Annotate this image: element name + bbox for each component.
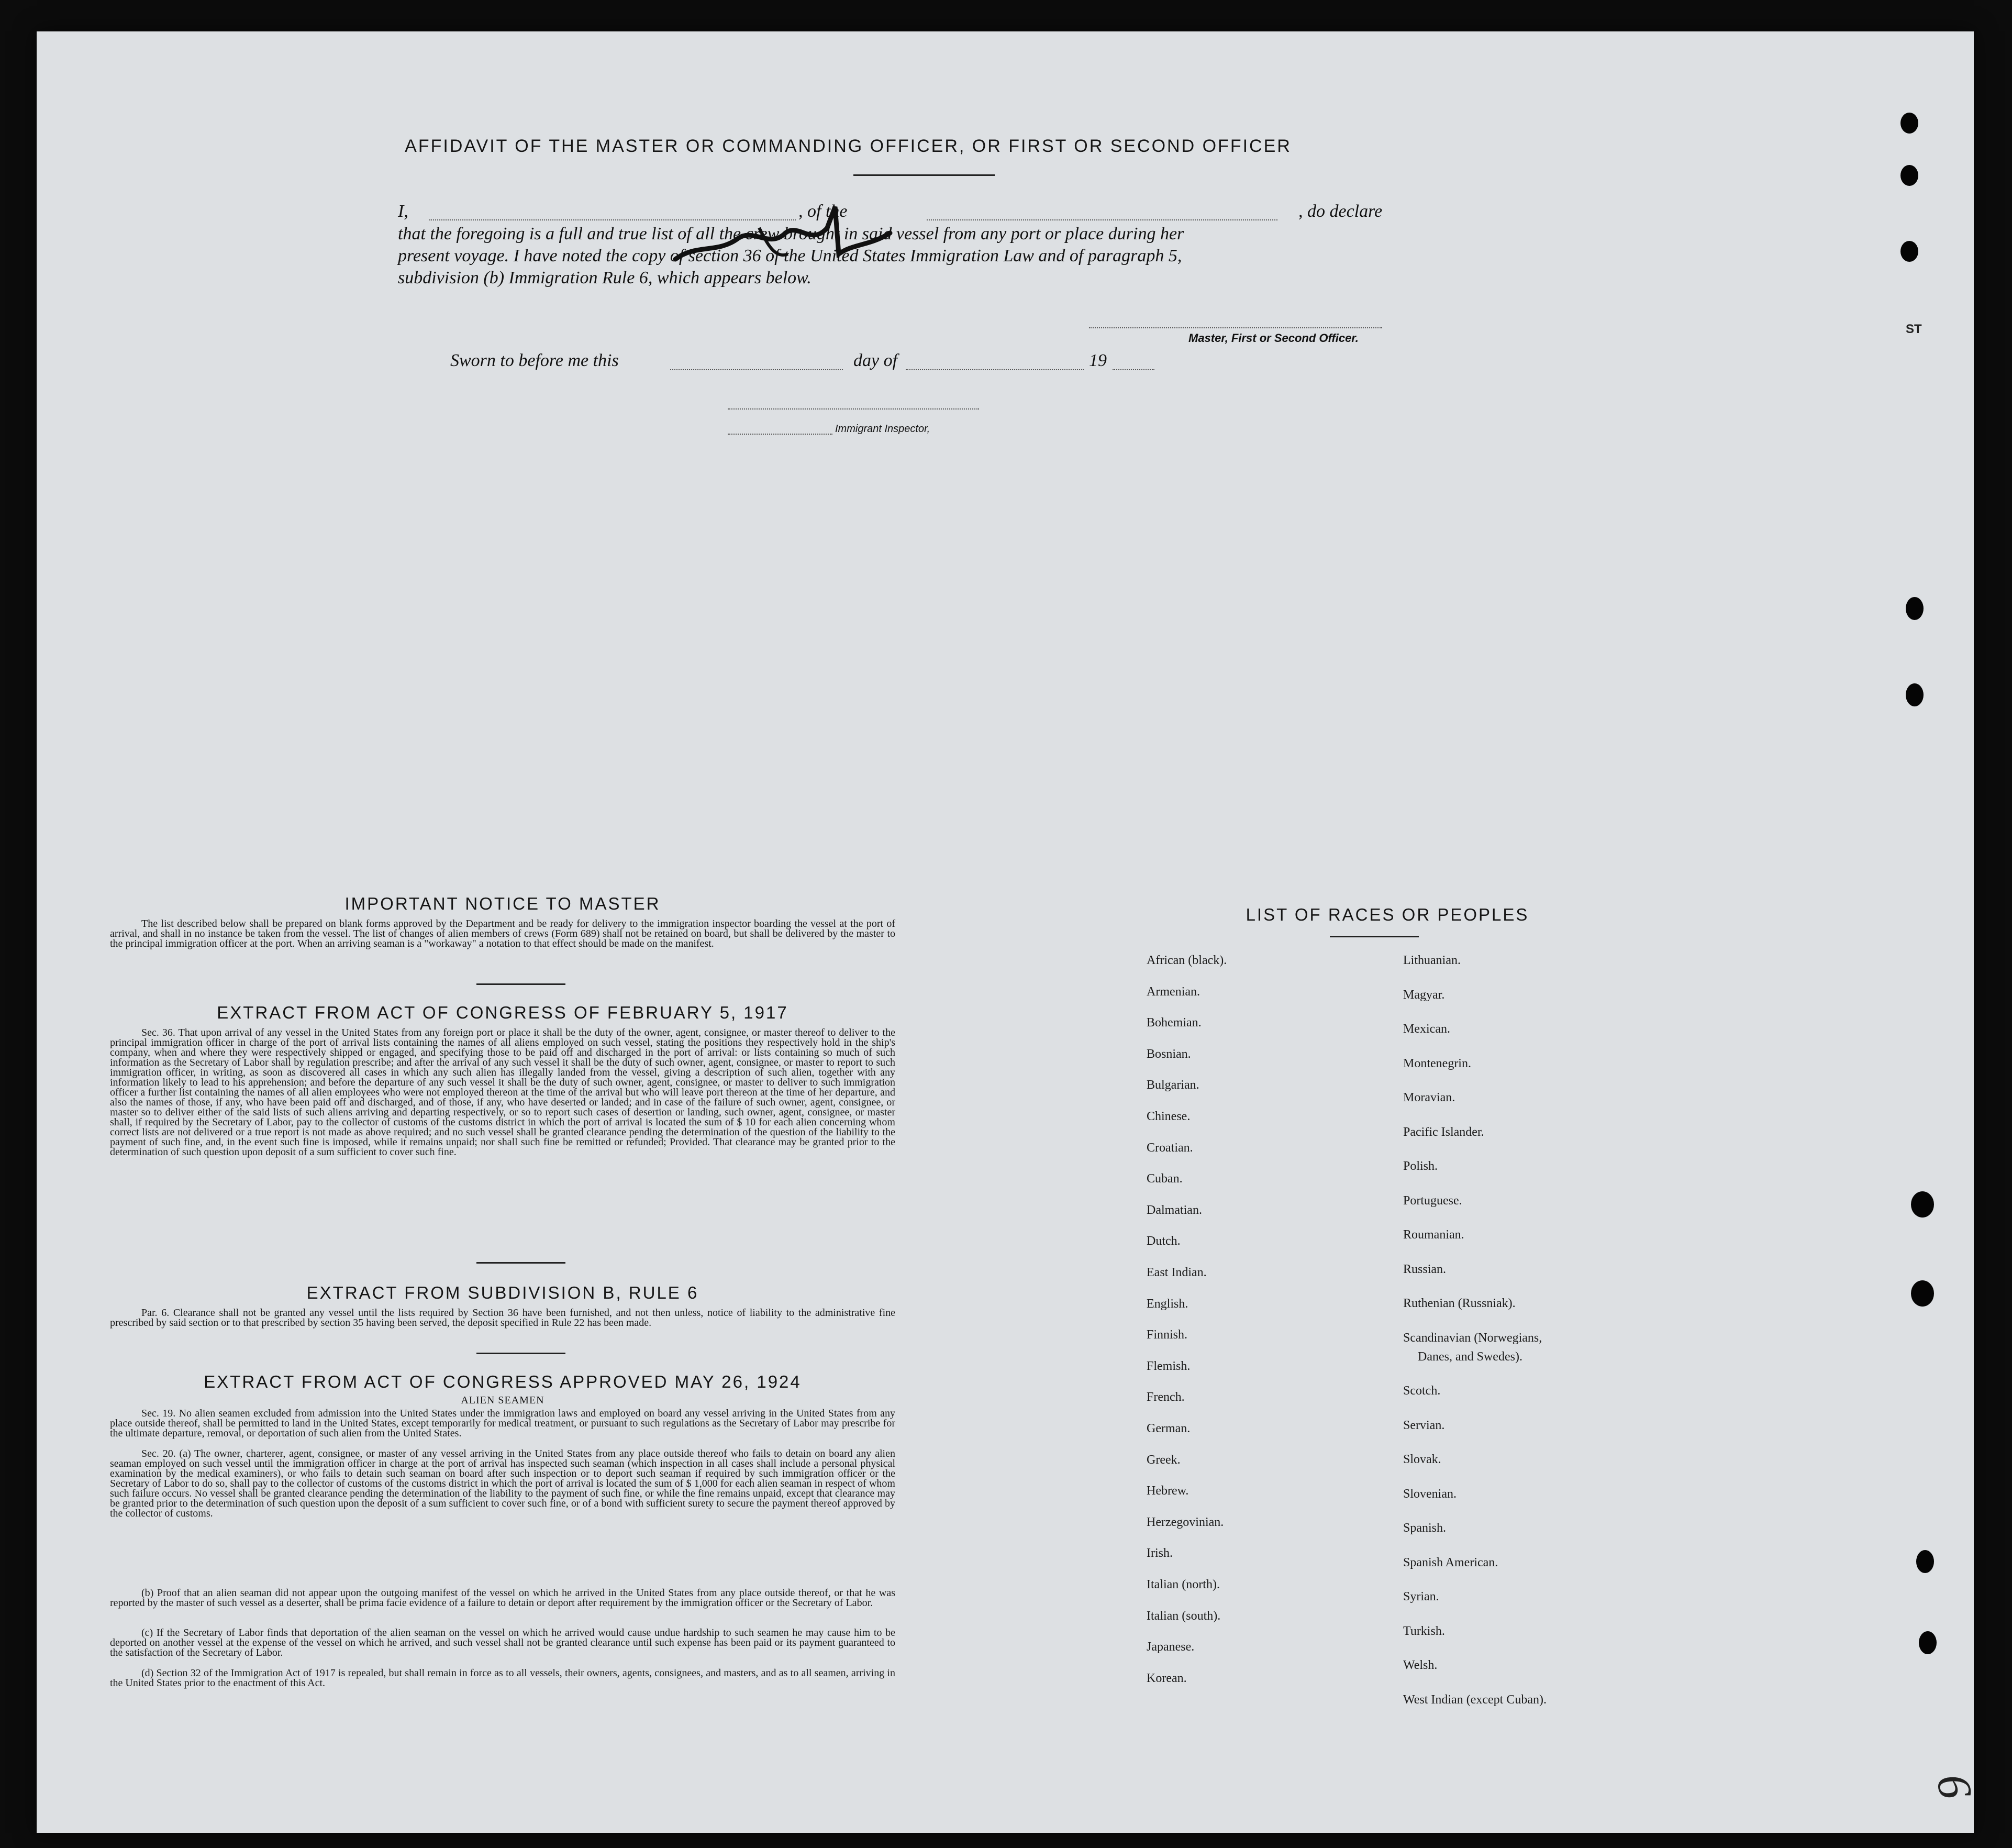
handwritten-signature <box>654 196 948 285</box>
extract-1917-rule <box>476 1262 565 1264</box>
rule6-title: EXTRACT FROM SUBDIVISION B, RULE 6 <box>306 1283 699 1302</box>
race-item: Portuguese. <box>1403 1193 1462 1208</box>
extract-1924-sec20d: (d) Section 32 of the Immigration Act of 1917 is repealed, but shall remain in force as to all vessels, their owners, agents, consignees, and masters, and as to all seamen, arriving in the United States prior to the enactment of this Act. <box>110 1667 895 1689</box>
race-item: Herzegovinian. <box>1147 1515 1224 1529</box>
master-signature-line <box>1089 327 1382 328</box>
binder-hole <box>1906 597 1924 620</box>
race-item: Italian (south). <box>1147 1609 1221 1623</box>
races-rule <box>1330 936 1419 937</box>
race-item: Magyar. <box>1403 988 1445 1002</box>
race-item: Syrian. <box>1403 1590 1439 1604</box>
race-item: Finnish. <box>1147 1328 1188 1342</box>
race-item: French. <box>1147 1390 1185 1404</box>
master-caption: Master, First or Second Officer. <box>1188 331 1359 345</box>
rule6-text: Par. 6. Clearance shall not be granted any vessel until the lists required by Section 36 have been furnished, and not then unless, notice of liability to the administrative fine prescribed by said section or to that prescribed by section 35 having been served, the deposit specified in Rule 22 has been made. <box>110 1307 895 1329</box>
affidavit-line-2: that the foregoing is a full and true list of all the crew brought in said vessel from any port or place during her <box>398 224 1184 244</box>
race-item: African (black). <box>1147 954 1227 967</box>
notice-title: IMPORTANT NOTICE TO MASTER <box>344 894 661 913</box>
race-item: Moravian. <box>1403 1091 1455 1104</box>
race-item: Bosnian. <box>1147 1047 1191 1061</box>
race-item: Roumanian. <box>1403 1228 1464 1242</box>
sworn-day-blank <box>670 369 843 370</box>
extract-1924-sec20c: (c) If the Secretary of Labor finds that deportation of the alien seaman on the vessel on which he arrived would cause undue hardship to such seamen he may cause him to be deported on another vessel at the expense of the vessel on which he arrived, and such vessel shall not be granted clearance until such expense has been paid or its payment guaranteed to the satisfaction of the Secretary of Labor. <box>110 1627 895 1658</box>
race-item: Irish. <box>1147 1546 1173 1561</box>
sworn-month-blank <box>906 369 1084 370</box>
affidavit-of-the-label: , of the <box>798 202 848 221</box>
affidavit-declare-label: , do declare <box>1298 202 1383 221</box>
race-item: Dalmatian. <box>1147 1203 1202 1217</box>
binder-hole <box>1911 1191 1934 1218</box>
race-item: Japanese. <box>1147 1640 1195 1654</box>
binder-hole <box>1906 683 1924 706</box>
race-item: Slovenian. <box>1403 1487 1457 1501</box>
race-item: Flemish. <box>1147 1359 1191 1373</box>
race-item: Croatian. <box>1147 1141 1193 1155</box>
inspector-caption: Immigrant Inspector, <box>835 423 930 435</box>
race-item: Armenian. <box>1147 984 1200 999</box>
inspector-signature-line <box>728 408 979 410</box>
binder-hole <box>1916 1550 1934 1573</box>
race-item: Chinese. <box>1147 1110 1191 1123</box>
sworn-line <box>450 351 1183 372</box>
race-item: Korean. <box>1147 1671 1187 1685</box>
race-item: Turkish. <box>1403 1624 1445 1638</box>
notice-rule <box>476 983 565 985</box>
sworn-year-blank <box>1113 369 1154 370</box>
race-item: Spanish. <box>1403 1521 1447 1535</box>
extract-1924-subtitle: ALIEN SEAMEN <box>461 1395 544 1406</box>
race-item: Slovak. <box>1403 1453 1441 1467</box>
race-item: Bohemian. <box>1147 1016 1202 1030</box>
extract-1924-title: EXTRACT FROM ACT OF CONGRESS APPROVED MAY 26, 1924 <box>204 1372 802 1391</box>
race-item: English. <box>1147 1297 1188 1311</box>
rule6-rule <box>476 1353 565 1354</box>
extract-1917-title: EXTRACT FROM ACT OF CONGRESS OF FEBRUARY 5, 1917 <box>217 1003 788 1022</box>
affidavit-vessel-blank <box>927 219 1277 220</box>
binder-hole <box>1900 165 1918 186</box>
extract-1924-sec20b: (b) Proof that an alien seaman did not appear upon the outgoing manifest of the vessel on which he arrived in the United States from any place outside thereof, or that he was reported by the master of such vessel as a deserter, shall be prima facie evidence of a failure to detain or deport after requirement by the immigration officer or the Secretary of Labor. <box>110 1587 895 1609</box>
affidavit-title: AFFIDAVIT OF THE MASTER OR COMMANDING OFFICER, OR FIRST OR SECOND OFFICER <box>405 136 1292 156</box>
inspector-caption-line <box>728 434 832 435</box>
race-item: Cuban. <box>1147 1172 1183 1186</box>
race-item: Bulgarian. <box>1147 1078 1199 1092</box>
binder-hole <box>1900 113 1918 134</box>
race-item: Ruthenian (Russniak). <box>1403 1297 1516 1310</box>
race-item: Danes, and Swedes). <box>1418 1349 1522 1364</box>
race-item: German. <box>1147 1422 1191 1435</box>
binder-hole <box>1919 1631 1937 1654</box>
race-item: Greek. <box>1147 1453 1181 1467</box>
race-item: Scandinavian (Norwegians, <box>1403 1331 1542 1345</box>
race-item: Scotch. <box>1403 1384 1441 1398</box>
binder-hole <box>1911 1280 1934 1307</box>
affidavit-line-3: present voyage. I have noted the copy of section 36 of the United States Immigration Law and of paragraph 5, <box>398 246 1182 265</box>
race-item: Polish. <box>1403 1159 1438 1173</box>
race-item: Hebrew. <box>1147 1484 1189 1498</box>
binder-hole <box>1900 241 1918 262</box>
races-right-column <box>1403 954 1675 1740</box>
race-item: Russian. <box>1403 1262 1447 1276</box>
year-label: 19 <box>1089 351 1107 370</box>
race-item: East Indian. <box>1147 1266 1207 1279</box>
margin-edge-mark: ST <box>1906 322 1922 336</box>
races-left-column <box>1147 954 1387 1740</box>
race-item: Montenegrin. <box>1403 1056 1471 1070</box>
extract-1924-sec19: Sec. 19. No alien seamen excluded from admission into the United States under the immigration laws and employed on board any vessel arriving in the United States from any place outside thereof, shall be permitted to land in the United States, except temporarily for medical treatment, or pursuant to such regulations as the Secretary of Labor may prescribe for the ultimate departure, removal, or deportation of such alien from the United States. <box>110 1408 895 1439</box>
document-sheet <box>37 31 1982 1833</box>
race-item: Mexican. <box>1403 1022 1450 1036</box>
affidavit-title-rule <box>853 174 995 176</box>
page-number: 6 <box>1926 1770 1982 1803</box>
race-item: West Indian (except Cuban). <box>1403 1692 1547 1707</box>
day-of-label: day of <box>853 351 898 370</box>
races-title: LIST OF RACES OR PEOPLES <box>1246 905 1529 924</box>
affidavit-i-label: I, <box>398 202 408 221</box>
extract-1917-text: Sec. 36. That upon arrival of any vessel in the United States from any foreign port or place it shall be the duty of the owner, agent, consignee, or master thereof to deliver to the principal immigration officer in charge of the port of arrival lists containing the names of all aliens employed on such vessel, stating the positions they respectively hold in the ship's company, when and where they were respectively shipped or engaged, and specifying those to be paid off and discharged in the port of arrival: or lists containing so much of such information as the Secretary of Labor shall by regulation prescribe; and after the arrival of any such vessel it shall be the duty of such owner, agent, consignee, or master to report to such immigration officer, in writing, as soon as discovered all cases in which any such alien has illegally landed from the vessel, giving a description of such alien, together with any information likely to lead to his apprehension; and before the departure of any such vessel it shall be the duty of such owner, agent, consignee, or master to deliver to such immigration officer a further list containing the names of all alien employees who were not employed thereon at the time of the arrival but who will leave port thereon at the time of her departure, and also the names of those, if any, who have been paid off and discharged, and of those, if any, who have deserted or landed; and in case of the failure of such owner, agent, consignee, or master so to deliver either of the said lists of such aliens arriving and departing respectively, or so to report such cases of desertion or landing, such owner, agent, consignee, or master shall, if required by the Secretary of Labor, pay to the collector of customs of the customs district in which the port of arrival is located the sum of $ 10 for each alien concerning whom correct lists are not delivered or a true report is not made as above required; and no such vessel shall be granted clearance pending the determination of the question of the liability to the payment of such fine, and, in the event such fine is imposed, while it remains unpaid; nor shall such fine be remitted or refunded; Provided. That clearance may be granted prior to the determination of such question upon deposit of a sum sufficient to cover such fine. <box>110 1027 895 1158</box>
race-item: Lithuanian. <box>1403 954 1461 967</box>
sworn-label: Sworn to before me this <box>450 351 619 370</box>
affidavit-line-4: subdivision (b) Immigration Rule 6, which appears below. <box>398 268 812 287</box>
extract-1924-sec20a: Sec. 20. (a) The owner, charterer, agent, consignee, or master of any vessel arriving in the United States from any place outside thereof who fails to detain on board any alien seaman employed on such vessel until the immigration officer in charge at the port of arrival has inspected such seaman (which inspection in all cases shall include a personal physical examination by the medical examiners), or who fails to detain such seaman on board after such inspection or to deport such seaman if required by such immigration officer or the Secretary of Labor to do so, shall pay to the collector of customs of the customs district in which the port of arrival is located the sum of $ 1,000 for each alien seaman in respect of whom such failure occurs. No vessel shall be granted clearance pending the determination of the liability to the payment of such fine, or while the fine remains unpaid, except that clearance may be granted prior to the determination of such question upon the deposit of a sum sufficient to cover such fine, or of a bond with sufficient surety to secure the payment thereof approved by the collector of customs. <box>110 1448 895 1519</box>
race-item: Welsh. <box>1403 1658 1438 1673</box>
race-item: Servian. <box>1403 1418 1445 1432</box>
race-item: Pacific Islander. <box>1403 1125 1484 1139</box>
notice-text: The list described below shall be prepared on blank forms approved by the Department and be ready for delivery to the immigration inspector boarding the vessel at the port of arrival, and shall in no instance be taken from the vessel. The list of changes of alien members of crews (Form 689) shall not be retained on board, but shall be delivered by the master to the principal immigration officer at the port. When an arriving seaman is a "workaway" a notation to that effect should be made on the manifest. <box>110 918 895 949</box>
race-item: Spanish American. <box>1403 1555 1498 1569</box>
race-item: Italian (north). <box>1147 1578 1220 1591</box>
race-item: Dutch. <box>1147 1234 1181 1248</box>
